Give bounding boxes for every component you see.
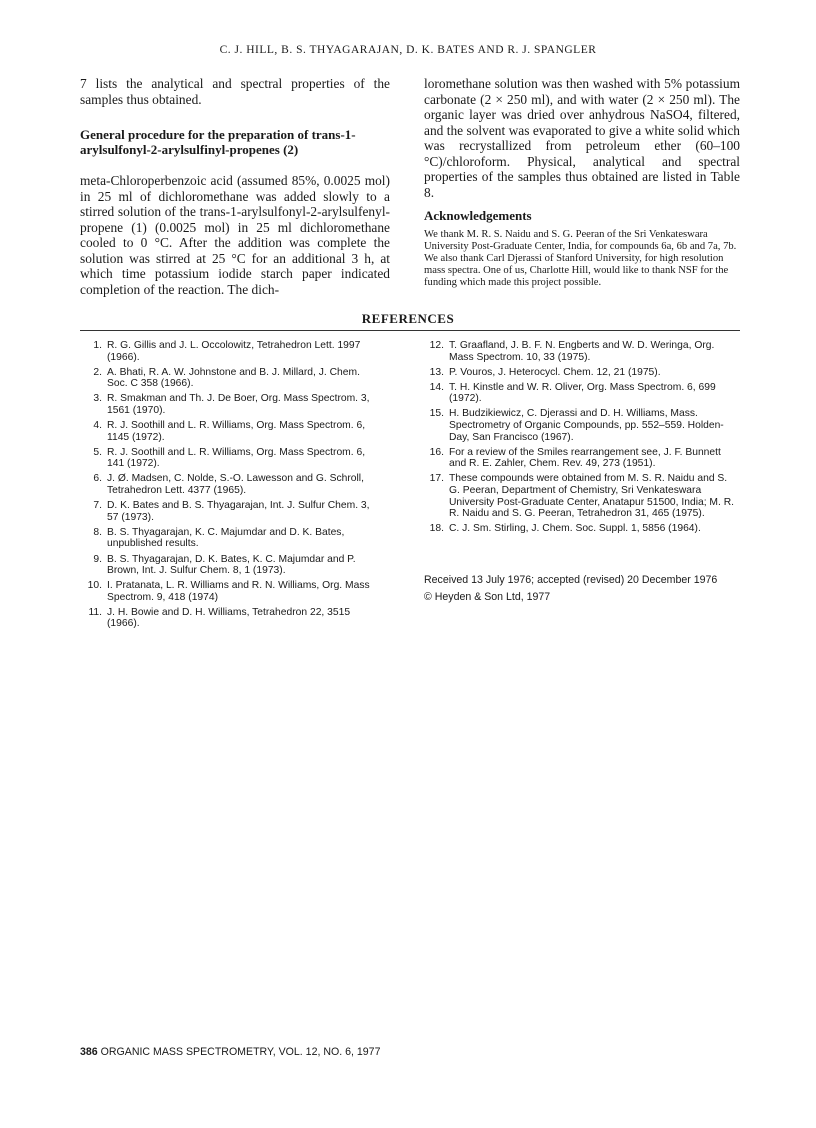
reference-item: [80, 580, 380, 603]
acknowledgements-heading: Acknowledgements: [424, 208, 532, 223]
reference-text: B. S. Thyagarajan, K. C. Majumdar and D. K. Bates, unpublished results.: [107, 526, 345, 550]
reference-text: A. Bhati, R. A. W. Johnstone and B. J. Millard, J. Chem. Soc. C 358 (1966).: [107, 366, 360, 390]
publication-info: [424, 572, 754, 606]
reference-item: [80, 527, 380, 550]
reference-text: These compounds were obtained from M. S. R. Naidu and S. G. Peeran, Department of Chemistry, Sri Venkateswara University Post-Graduate Center, Anatapur 51500, India; M. R. R. Naidu and S. G. Peeran, Tetrahedron 31, 465 (1975).: [449, 473, 735, 520]
reference-text: C. J. Sm. Stirling, J. Chem. Soc. Suppl. 1, 5856 (1964).: [449, 523, 701, 535]
reference-text: H. Budzikiewicz, C. Djerassi and D. H. Williams, Mass. Spectrometry of Organic Compounds, pp. 552–559. Holden-Day, San Francisco (1967).: [449, 408, 724, 443]
reference-number: 4.: [93, 420, 102, 432]
reference-text: R. Smakman and Th. J. De Boer, Org. Mass Spectrom. 3, 1561 (1970).: [107, 393, 370, 416]
reference-text: For a review of the Smiles rearrangement see, J. F. Bunnett and R. E. Zahler, Chem. Rev. 49, 273 (1951).: [449, 446, 721, 470]
reference-item: [80, 420, 380, 443]
reference-item: [80, 473, 380, 496]
reference-item: [80, 367, 380, 390]
right-column: [424, 76, 740, 290]
reference-number: 13.: [429, 366, 444, 378]
reference-text: R. J. Soothill and L. R. Williams, Org. Mass Spectrom. 6, 141 (1972).: [107, 446, 366, 470]
reference-number: 10.: [87, 580, 102, 592]
reference-number: 6.: [93, 473, 102, 485]
references-title: REFERENCES: [361, 311, 455, 326]
reference-number: 14.: [429, 381, 444, 393]
reference-item: [422, 382, 740, 405]
reference-number: 18.: [429, 523, 444, 535]
procedure-heading: General procedure for the preparation of trans-1-arylsulfonyl-2-arylsulfinyl-propenes (2): [80, 127, 356, 157]
reference-text: D. K. Bates and B. S. Thyagarajan, Int. J. Sulfur Chem. 3, 57 (1973).: [107, 500, 370, 523]
reference-text: J. H. Bowie and D. H. Williams, Tetrahedron 22, 3515 (1966).: [107, 606, 351, 630]
reference-text: T. Graafland, J. B. F. N. Engberts and W. D. Weringa, Org. Mass Spectrom. 10, 33 (1975).: [449, 340, 715, 363]
reference-item: [80, 607, 380, 630]
references-divider: [80, 330, 740, 331]
reference-number: 3.: [93, 393, 102, 405]
reference-item: [80, 554, 380, 577]
journal-citation: ORGANIC MASS SPECTROMETRY, VOL. 12, NO. 6, 1977: [100, 1046, 381, 1058]
reference-text: R. J. Soothill and L. R. Williams, Org. Mass Spectrom. 6, 1145 (1972).: [107, 420, 366, 443]
reference-item: [422, 473, 740, 519]
reference-item: [80, 500, 380, 523]
reference-item: [422, 523, 740, 535]
procedure-paragraph: meta-Chloroperbenzoic acid (assumed 85%, 0.0025 mol) in 25 ml of dichloromethane was added slowly to a stirred solution of the trans-1-arylsulfonyl-2-arylsulfenyl-propene (1) (0.0025 mol) in 25 ml dichloromethane cooled to 0 °C. After the addition was complete the solution was stirred at 25 °C for an additional 3 h, at which time potassium iodide starch paper indicated completion of the reaction. The dich-: [80, 173, 390, 297]
reference-number: 8.: [93, 526, 102, 538]
references-list-right: [422, 340, 740, 538]
reference-text: T. H. Kinstle and W. R. Oliver, Org. Mass Spectrom. 6, 699 (1972).: [449, 381, 716, 405]
reference-number: 2.: [93, 366, 102, 378]
reference-number: 9.: [93, 553, 102, 565]
page-number: 386: [80, 1046, 101, 1058]
reference-number: 7.: [93, 500, 102, 512]
reference-number: 1.: [93, 340, 102, 351]
copyright-notice: © Heyden & Son Ltd, 1977: [424, 591, 551, 603]
left-column: [80, 76, 390, 297]
reference-number: 5.: [93, 446, 102, 458]
page-footer: [80, 1046, 380, 1058]
reference-item: [422, 340, 740, 363]
received-date: Received 13 July 1976; accepted (revised) 20 December 1976: [424, 574, 718, 586]
reference-number: 12.: [429, 340, 444, 351]
reference-item: [80, 340, 380, 363]
reference-text: P. Vouros, J. Heterocycl. Chem. 12, 21 (1975).: [449, 366, 661, 378]
reference-text: I. Pratanata, L. R. Williams and R. N. Williams, Org. Mass Spectrom. 9, 418 (1974): [107, 580, 370, 603]
reference-item: [80, 393, 380, 416]
intro-paragraph: 7 lists the analytical and spectral properties of the samples thus obtained.: [80, 76, 390, 107]
references-list-left: [80, 340, 380, 634]
reference-number: 11.: [88, 606, 102, 618]
reference-text: R. G. Gillis and J. L. Occolowitz, Tetrahedron Lett. 1997 (1966).: [107, 340, 361, 363]
reference-item: [422, 447, 740, 470]
reference-item: [422, 367, 740, 379]
reference-item: [422, 408, 740, 443]
reference-text: J. Ø. Madsen, C. Nolde, S.-O. Lawesson and G. Schroll, Tetrahedron Lett. 4377 (1965).: [107, 473, 364, 497]
running-header: C. J. HILL, B. S. THYAGARAJAN, D. K. BATES AND R. J. SPANGLER: [219, 44, 597, 56]
reference-number: 16.: [429, 446, 444, 458]
reference-item: [80, 447, 380, 470]
reference-number: 15.: [429, 408, 444, 420]
reference-number: 17.: [429, 473, 444, 485]
procedure-continued-paragraph: loromethane solution was then washed with 5% potassium carbonate (2 × 250 ml), and with water (2 × 250 ml). The organic layer was dried over anhydrous NaSO4, filtered, and the solvent was evaporated to give a white solid which was recrystallized from petroleum ether (60–100 °C)/chloroform. Physical, analytical and spectral properties of the samples thus obtained are listed in Table 8.: [424, 76, 740, 200]
acknowledgements-text: We thank M. R. S. Naidu and S. G. Peeran of the Sri Venkateswara University Post-Graduate Center, India, for compounds 6a, 6b and 7a, 7b. We also thank Carl Djerassi of Stanford University, for high resolution mass spectra. One of us, Charlotte Hill, would like to thank NSF for the funding which made this project possible.: [424, 228, 737, 289]
reference-text: B. S. Thyagarajan, D. K. Bates, K. C. Majumdar and P. Brown, Int. J. Sulfur Chem. 8, 1 (1973).: [107, 553, 356, 577]
